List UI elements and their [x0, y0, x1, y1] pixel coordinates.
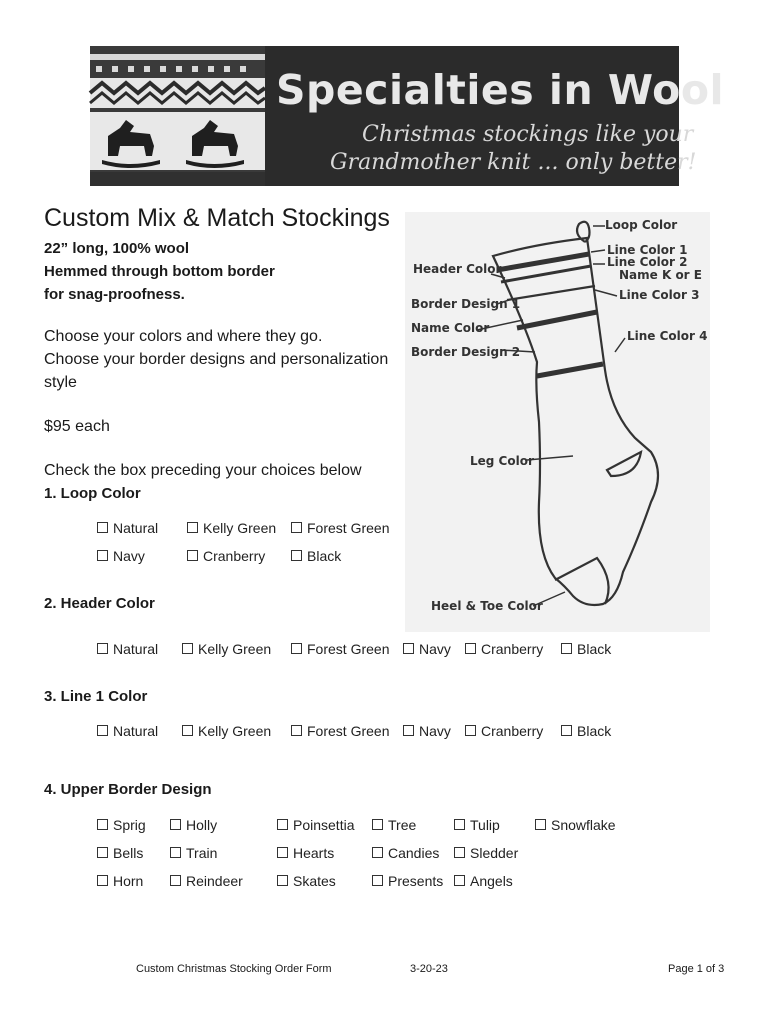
- loop-option-navy[interactable]: Navy: [97, 548, 145, 564]
- border-option-tree[interactable]: Tree: [372, 817, 416, 833]
- border-option-holly[interactable]: Holly: [170, 817, 217, 833]
- checkbox[interactable]: [187, 550, 198, 561]
- label-loop-color: Loop Color: [605, 218, 678, 232]
- border-option-train[interactable]: Train: [170, 845, 217, 861]
- checkbox[interactable]: [97, 819, 108, 830]
- checkbox[interactable]: [291, 643, 302, 654]
- checkbox[interactable]: [97, 522, 108, 533]
- border-option-horn[interactable]: Horn: [97, 873, 143, 889]
- banner: [90, 46, 725, 186]
- checkbox[interactable]: [561, 725, 572, 736]
- checkbox[interactable]: [170, 847, 181, 858]
- label-line-color-3: Line Color 3: [619, 288, 700, 302]
- checkbox[interactable]: [454, 875, 465, 886]
- section-loop-color-title: 1. Loop Color: [44, 485, 141, 502]
- label-line-color-1: Line Color 1: [607, 243, 688, 257]
- label-name-color: Name Color: [411, 321, 490, 335]
- line1-option-cranberry[interactable]: Cranberry: [465, 723, 543, 739]
- header-option-forest-green[interactable]: Forest Green: [291, 641, 389, 657]
- checkbox[interactable]: [372, 847, 383, 858]
- label-line-color-2: Line Color 2: [607, 255, 688, 269]
- checkbox[interactable]: [97, 847, 108, 858]
- checkbox[interactable]: [277, 847, 288, 858]
- border-option-hearts[interactable]: Hearts: [277, 845, 334, 861]
- stocking-diagram: [405, 212, 710, 632]
- border-option-sledder[interactable]: Sledder: [454, 845, 518, 861]
- label-border-design-1: Border Design 1: [411, 297, 521, 311]
- knit-pattern-image: [90, 46, 265, 186]
- border-option-candies[interactable]: Candies: [372, 845, 439, 861]
- checkbox[interactable]: [291, 725, 302, 736]
- checkbox[interactable]: [97, 725, 108, 736]
- intro-line-2: Hemmed through bottom border: [44, 263, 275, 280]
- checkbox[interactable]: [182, 725, 193, 736]
- checkbox[interactable]: [170, 875, 181, 886]
- checkbox[interactable]: [277, 819, 288, 830]
- banner-tagline-2: Grandmother knit ... only better!: [330, 150, 697, 175]
- label-name-k-or-e: Name K or E: [619, 268, 702, 282]
- header-option-natural[interactable]: Natural: [97, 641, 158, 657]
- section-header-color-title: 2. Header Color: [44, 595, 155, 612]
- line1-option-forest-green[interactable]: Forest Green: [291, 723, 389, 739]
- checkbox[interactable]: [403, 725, 414, 736]
- border-option-sprig[interactable]: Sprig: [97, 817, 146, 833]
- label-border-design-2: Border Design 2: [411, 345, 521, 359]
- border-option-reindeer[interactable]: Reindeer: [170, 873, 243, 889]
- loop-option-kelly-green[interactable]: Kelly Green: [187, 520, 276, 536]
- checkbox[interactable]: [465, 725, 476, 736]
- checkbox[interactable]: [291, 522, 302, 533]
- border-option-skates[interactable]: Skates: [277, 873, 336, 889]
- section-line1-color-title: 3. Line 1 Color: [44, 688, 148, 705]
- checkbox[interactable]: [97, 643, 108, 654]
- line1-option-natural[interactable]: Natural: [97, 723, 158, 739]
- border-option-poinsettia[interactable]: Poinsettia: [277, 817, 354, 833]
- label-heel-toe-color: Heel & Toe Color: [431, 599, 543, 613]
- loop-option-natural[interactable]: Natural: [97, 520, 158, 536]
- checkbox[interactable]: [291, 550, 302, 561]
- intro-line-3: for snag-proofness.: [44, 286, 185, 303]
- loop-option-cranberry[interactable]: Cranberry: [187, 548, 265, 564]
- header-option-kelly-green[interactable]: Kelly Green: [182, 641, 271, 657]
- checkbox[interactable]: [187, 522, 198, 533]
- border-option-snowflake[interactable]: Snowflake: [535, 817, 616, 833]
- border-option-presents[interactable]: Presents: [372, 873, 443, 889]
- checkbox[interactable]: [403, 643, 414, 654]
- checkbox[interactable]: [97, 550, 108, 561]
- footer-form-name: Custom Christmas Stocking Order Form: [136, 963, 332, 975]
- banner-title: Specialties in Wool: [276, 66, 725, 114]
- border-option-tulip[interactable]: Tulip: [454, 817, 500, 833]
- header-option-cranberry[interactable]: Cranberry: [465, 641, 543, 657]
- checkbox[interactable]: [465, 643, 476, 654]
- checkbox[interactable]: [454, 847, 465, 858]
- footer-date: 3-20-23: [410, 963, 448, 975]
- line1-option-black[interactable]: Black: [561, 723, 611, 739]
- checkbox[interactable]: [454, 819, 465, 830]
- label-leg-color: Leg Color: [470, 454, 534, 468]
- line1-option-navy[interactable]: Navy: [403, 723, 451, 739]
- price: $95 each: [44, 418, 110, 435]
- instruction-line-3: style: [44, 374, 77, 391]
- section-upper-border-title: 4. Upper Border Design: [44, 781, 212, 798]
- loop-option-forest-green[interactable]: Forest Green: [291, 520, 389, 536]
- footer-page-number: Page 1 of 3: [668, 963, 725, 975]
- instruction-line-1: Choose your colors and where they go.: [44, 328, 323, 345]
- checkbox[interactable]: [97, 875, 108, 886]
- line1-option-kelly-green[interactable]: Kelly Green: [182, 723, 271, 739]
- checkbox[interactable]: [535, 819, 546, 830]
- checkbox[interactable]: [561, 643, 572, 654]
- label-line-color-4: Line Color 4: [627, 329, 708, 343]
- checkbox[interactable]: [372, 875, 383, 886]
- header-option-black[interactable]: Black: [561, 641, 611, 657]
- checkbox[interactable]: [182, 643, 193, 654]
- check-note: Check the box preceding your choices below: [44, 462, 362, 479]
- page-title: Custom Mix & Match Stockings: [44, 204, 390, 232]
- checkbox[interactable]: [277, 875, 288, 886]
- label-header-color: Header Color: [413, 262, 502, 276]
- loop-option-black[interactable]: Black: [291, 548, 341, 564]
- intro-line-1: 22” long, 100% wool: [44, 240, 190, 257]
- instruction-line-2: Choose your border designs and personalization: [44, 351, 389, 368]
- border-option-angels[interactable]: Angels: [454, 873, 513, 889]
- checkbox[interactable]: [372, 819, 383, 830]
- banner-tagline-1: Christmas stockings like your: [362, 122, 694, 147]
- header-option-navy[interactable]: Navy: [403, 641, 451, 657]
- checkbox[interactable]: [170, 819, 181, 830]
- border-option-bells[interactable]: Bells: [97, 845, 143, 861]
